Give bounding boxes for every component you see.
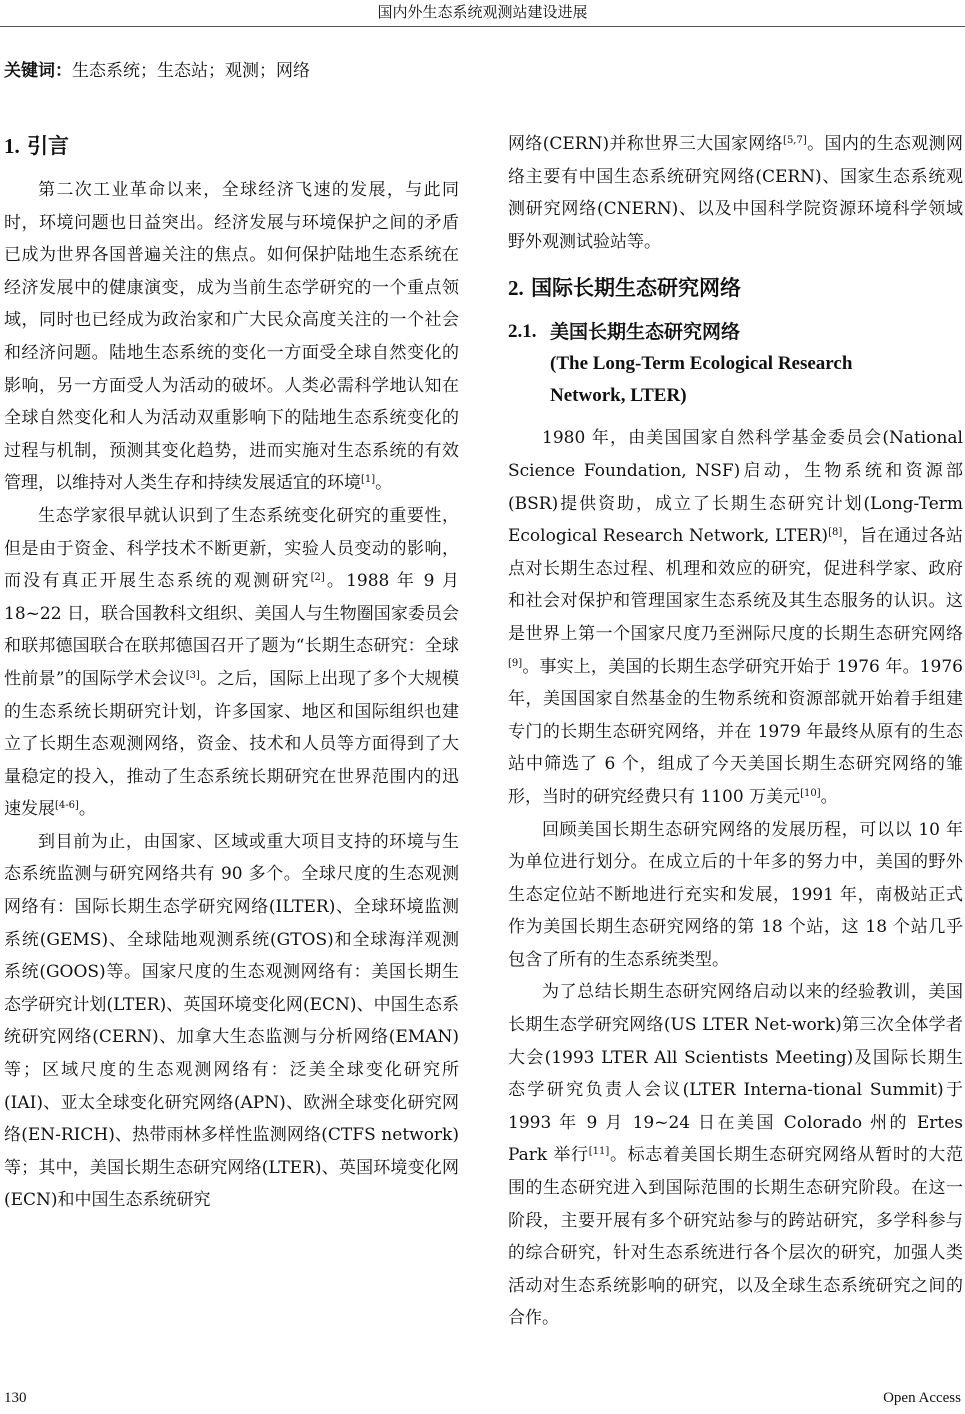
citation[interactable]: [8] [828,527,843,539]
text-run: 。事实上，美国的长期生态学研究开始于 1976 年。1976 年，美国国家自然基金的生物系统和资源部就开始着手组建专门的长期生态研究网络，并在 1979 年最终从原有的生态站中筛选了 6 个，组成了今天美国长期生态研究网络的雏形，当时的研究经费只有 1100 万美元 [508,656,963,807]
keywords-text: 生态系统；生态站；观测；网络 [72,61,310,81]
paragraph [508,976,963,1335]
paragraph [508,422,963,813]
text-run: ，旨在通过各站点对长期生态过程、机理和效应的研究，促进科学家、政府和社会对保护和管理国家生态系统及其生态服务的认识。这是世界上第一个国家尺度乃至洲际尺度的长期生态研究网络 [508,526,963,644]
paragraph [4,826,459,1217]
text-run: 生态学家很早就认识到了生态系统变化研究的重要性，但是由于资金、科学技术不断更新，实验人员变动的影响，而没有真正开展生态系统的观测研究 [4,505,459,592]
text-run: 到目前为止，由国家、区域或重大项目支持的环境与生态系统监测与研究网络共有 90 多个。全球尺度的生态观测网络有：国际长期生态学研究网络(ILTER)、全球环境监测系统(GEMS)、全球陆地观测系统(GTOS)和全球海洋观测系统(GOOS)等。国家尺度的生态观测网络有：美国长期生态学研究计划(LTER)、英国环境变化网(ECN)、中国生态系统研究网络(CERN)、加拿大生态监测与分析网络(EMAN)等；区域尺度的生态观测网络有：泛美全球变化研究所(IAI)、亚太全球变化研究网络(APN)、欧洲全球变化研究网络(EN-RICH)、热带雨林多样性监测网络(CTFS network)等；其中，美国长期生态研究网络(LTER)、英国环境变化网(ECN)和中国生态系统研究 [4,831,459,1211]
paragraph: 回顾美国长期生态研究网络的发展历程，可以以 10 年为单位进行划分。在成立后的十年多的努力中，美国的野外生态定位站不断地进行充实和发展，1991 年，南极站正式作为美国长期生态研究网络的第 18 个站，这 18 个站几乎包含了所有的生态系统类型。 [508,819,963,970]
text-run: 网络(CERN)并称世界三大国家网络 [508,134,784,154]
citation[interactable]: [3] [185,669,200,681]
section-2-title: 国际长期生态研究网络 [531,276,742,301]
text-run: 为了总结长期生态研究网络启动以来的经验教训，美国长期生态学研究网络(US LTER Net-work)第三次全体学者大会(1993 LTER All Scientists Meeting)及国际长期生态学研究负责人会议(LTER Interna-tional Summit)于 1993 年 9 月 19~24 日在美国 Colorado 州的 Ertes Park 举行 [508,982,963,1166]
page-number: 130 [4,1390,27,1406]
keywords [4,58,310,84]
citation[interactable]: [10] [800,787,821,799]
text-run: 第二次工业革命以来，全球经济飞速的发展，与此同时，环境问题也日益突出。经济发展与环境保护之间的矛盾已成为世界各国普遍关注的焦点。如何保护陆地生态系统在经济发展中的健康演变，成为当前生态学研究的一个重点领域，同时也已经成为政治家和广大民众高度关注的一个社会和经济问题。陆地生态系统的变化一方面受全球自然变化的影响，另一方面受人为活动的破坏。人类必需科学地认知在全球自然变化和人为活动双重影响下的陆地生态系统变化的过程与机制，预测其变化趋势，进而实施对生态系统的有效管理，以维持对人类生存和持续发展适宜的环境 [4,180,459,494]
citation[interactable]: [2] [310,572,325,584]
right-column [508,128,963,1335]
citation[interactable]: [5,7] [783,135,807,146]
publisher-label: Open Access [883,1390,961,1406]
text-run: 。1988 年 9 月 18~22 日，联合国教科文组织、美国人与生物圈国家委员会和联邦德国联合在联邦德国召开了题为“长期生态研究：全球性前景”的国际学术会议 [4,571,460,689]
section-2-heading [508,270,963,306]
text-run: 。国内的生态观测网络主要有中国生态系统研究网络(CERN)、国家生态系统观测研究网络(CNERN)、以及中国科学院资源环境科学领域野外观测试验站等。 [508,134,964,252]
text-run: 1980 年，由美国国家自然科学基金委员会(National Science Foundation, NSF)启动，生物系统和资源部(BSR)提供资助，成立了长期生态研究计划(Long-Term Ecological Research Network, LTER) [508,428,963,547]
paragraph [4,500,459,826]
citation[interactable]: [1] [361,474,376,486]
text-run: 。之后，国际上出现了多个大规模的生态系统长期研究计划，许多国家、地区和国际组织也建立了长期生态观测网络，资金、技术和人员等方面得到了大量稳定的投入，推动了生态系统长期研究在世界范围内的迅速发展 [4,668,460,820]
header-title: 国内外生态系统观测站建设进展 [377,3,588,21]
text-run: 。标志着美国长期生态研究网络从暂时的大范围的生态研究进入到国际范围的长期生态研究阶段。在这一阶段，主要开展有多个研究站参与的跨站研究，多学科参与的综合研究，针对生态系统进行各个层次的研究，加强人类活动对生态系统影响的研究，以及全球生态系统研究之间的合作。 [508,1145,963,1329]
paragraph [4,174,459,500]
paragraph-continued [508,128,963,258]
text-run: 。 [375,473,393,494]
citation[interactable]: [4-6] [55,800,79,812]
left-column [4,128,459,1217]
citation[interactable]: [11] [588,1146,610,1158]
section-2-1-title-en-1: (The Long-Term Ecological Research [550,353,853,375]
section-1-title: 引言 [27,134,70,158]
section-2-1-number: 2.1. [508,321,537,343]
section-2-1-heading [508,316,963,412]
text-run: 。 [78,799,96,820]
section-1-number: 1. [4,134,20,158]
text-run: 。 [820,786,838,807]
section-2-number: 2. [508,276,524,301]
citation[interactable]: [9] [508,657,523,669]
section-2-1-title-cn: 美国长期生态研究网络 [550,321,741,344]
running-header [0,0,965,27]
keywords-label: 关键词： [4,61,72,81]
section-1-heading [4,128,459,164]
section-2-1-title-en-2: Network, LTER) [550,385,687,407]
